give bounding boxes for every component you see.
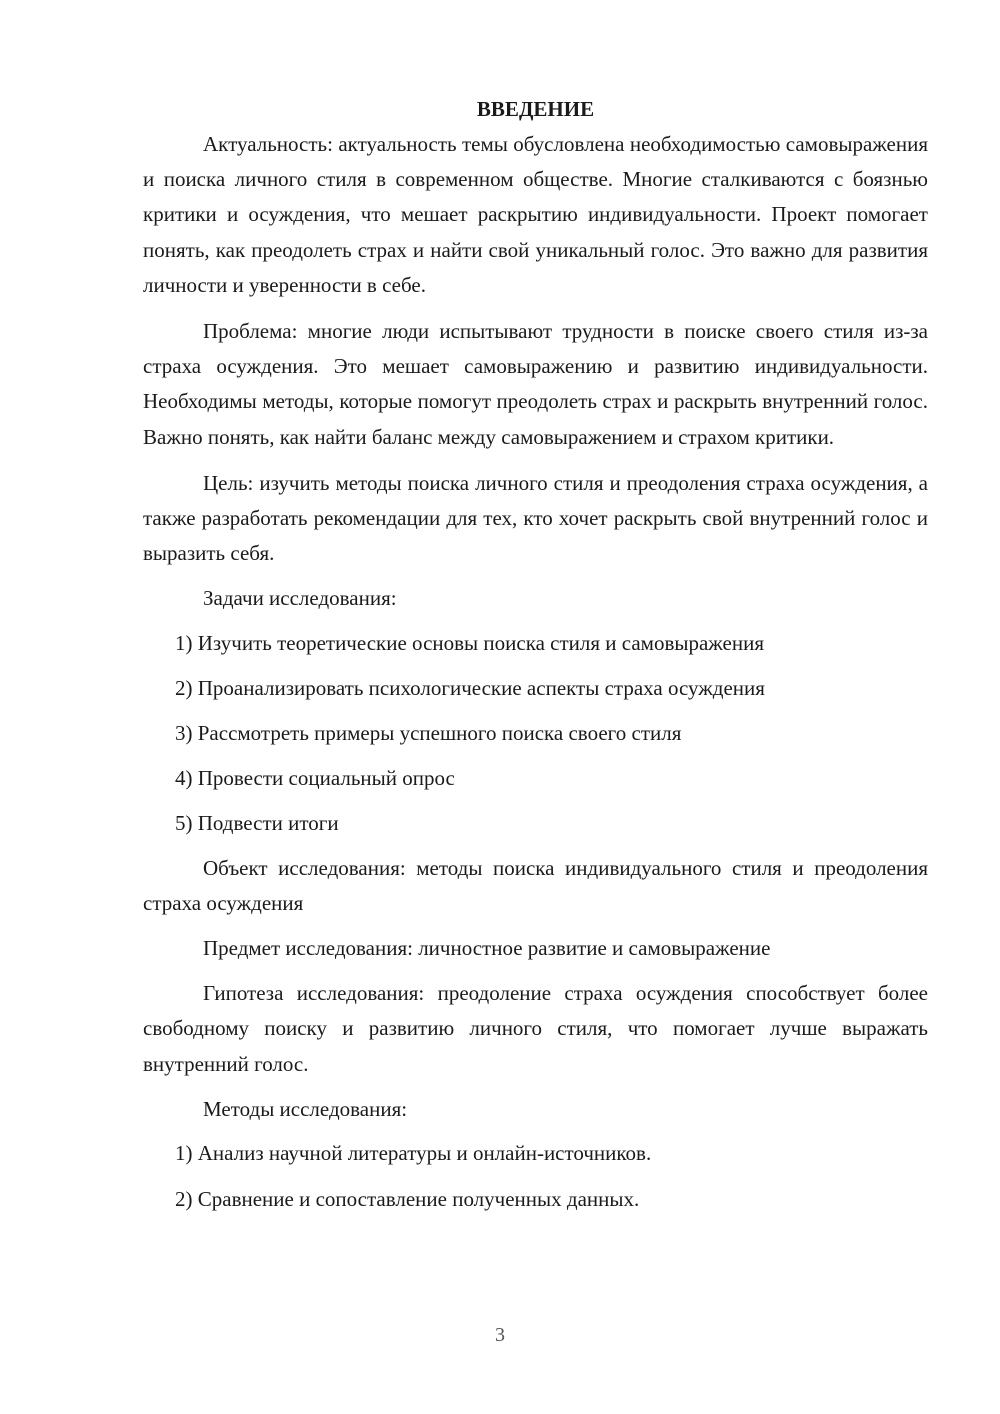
tasks-list: [143, 626, 928, 841]
goal-paragraph: Цель: изучить методы поиска личного стиля и преодоления страха осуждения, а также разработать рекомендации для тех, кто хочет раскрыть свой внутренний голос и выразить себя.: [143, 470, 928, 566]
task-item-1: 1) Изучить теоретические основы поиска стиля и самовыражения: [175, 630, 764, 655]
tasks-heading: Задачи исследования:: [203, 586, 397, 611]
method-item-2: 2) Сравнение и сопоставление полученных данных.: [175, 1187, 640, 1212]
task-item-4: 4) Провести социальный опрос: [175, 765, 455, 790]
page-number: 3: [495, 1324, 505, 1346]
methods-list: [143, 1136, 928, 1217]
object-paragraph: Объект исследования: методы поиска индивидуального стиля и преодоления страха осуждения: [143, 855, 928, 915]
subject-paragraph: Предмет исследования: личностное развитие и самовыражение: [203, 936, 771, 961]
method-item-1: 1) Анализ научной литературы и онлайн-источников.: [175, 1141, 652, 1166]
document-page: [143, 92, 928, 1217]
page-title: ВВЕДЕНИЕ: [476, 97, 595, 121]
task-item-5: 5) Подвести итоги: [175, 810, 339, 835]
task-item-3: 3) Рассмотреть примеры успешного поиска своего стиля: [175, 720, 682, 745]
methods-heading: Методы исследования:: [203, 1096, 408, 1121]
hypothesis-paragraph: Гипотеза исследования: преодоление страха осуждения способствует более свободному поиску и развитию личного стиля, что помогает лучше выражать внутренний голос.: [143, 981, 928, 1076]
task-item-2: 2) Проанализировать психологические аспекты страха осуждения: [175, 675, 765, 700]
problem-paragraph: Проблема: многие люди испытывают трудности в поиске своего стиля из-за страха осуждения. Это мешает самовыражению и развитию индивидуальности. Необходимы методы, которые помогут преодолеть страх и раскрыть внутренний голос. Важно понять, как найти баланс между самовыражением и страхом критики.: [143, 319, 928, 449]
relevance-paragraph: Актуальность: актуальность темы обусловлена необходимостью самовыражения и поиска личного стиля в современном обществе. Многие сталкиваются с боязнью критики и осуждения, что мешает раскрытию индивидуальности. Проект помогает понять, как преодолеть страх и найти свой уникальный голос. Это важно для развития личности и уверенности в себе.: [143, 132, 928, 297]
